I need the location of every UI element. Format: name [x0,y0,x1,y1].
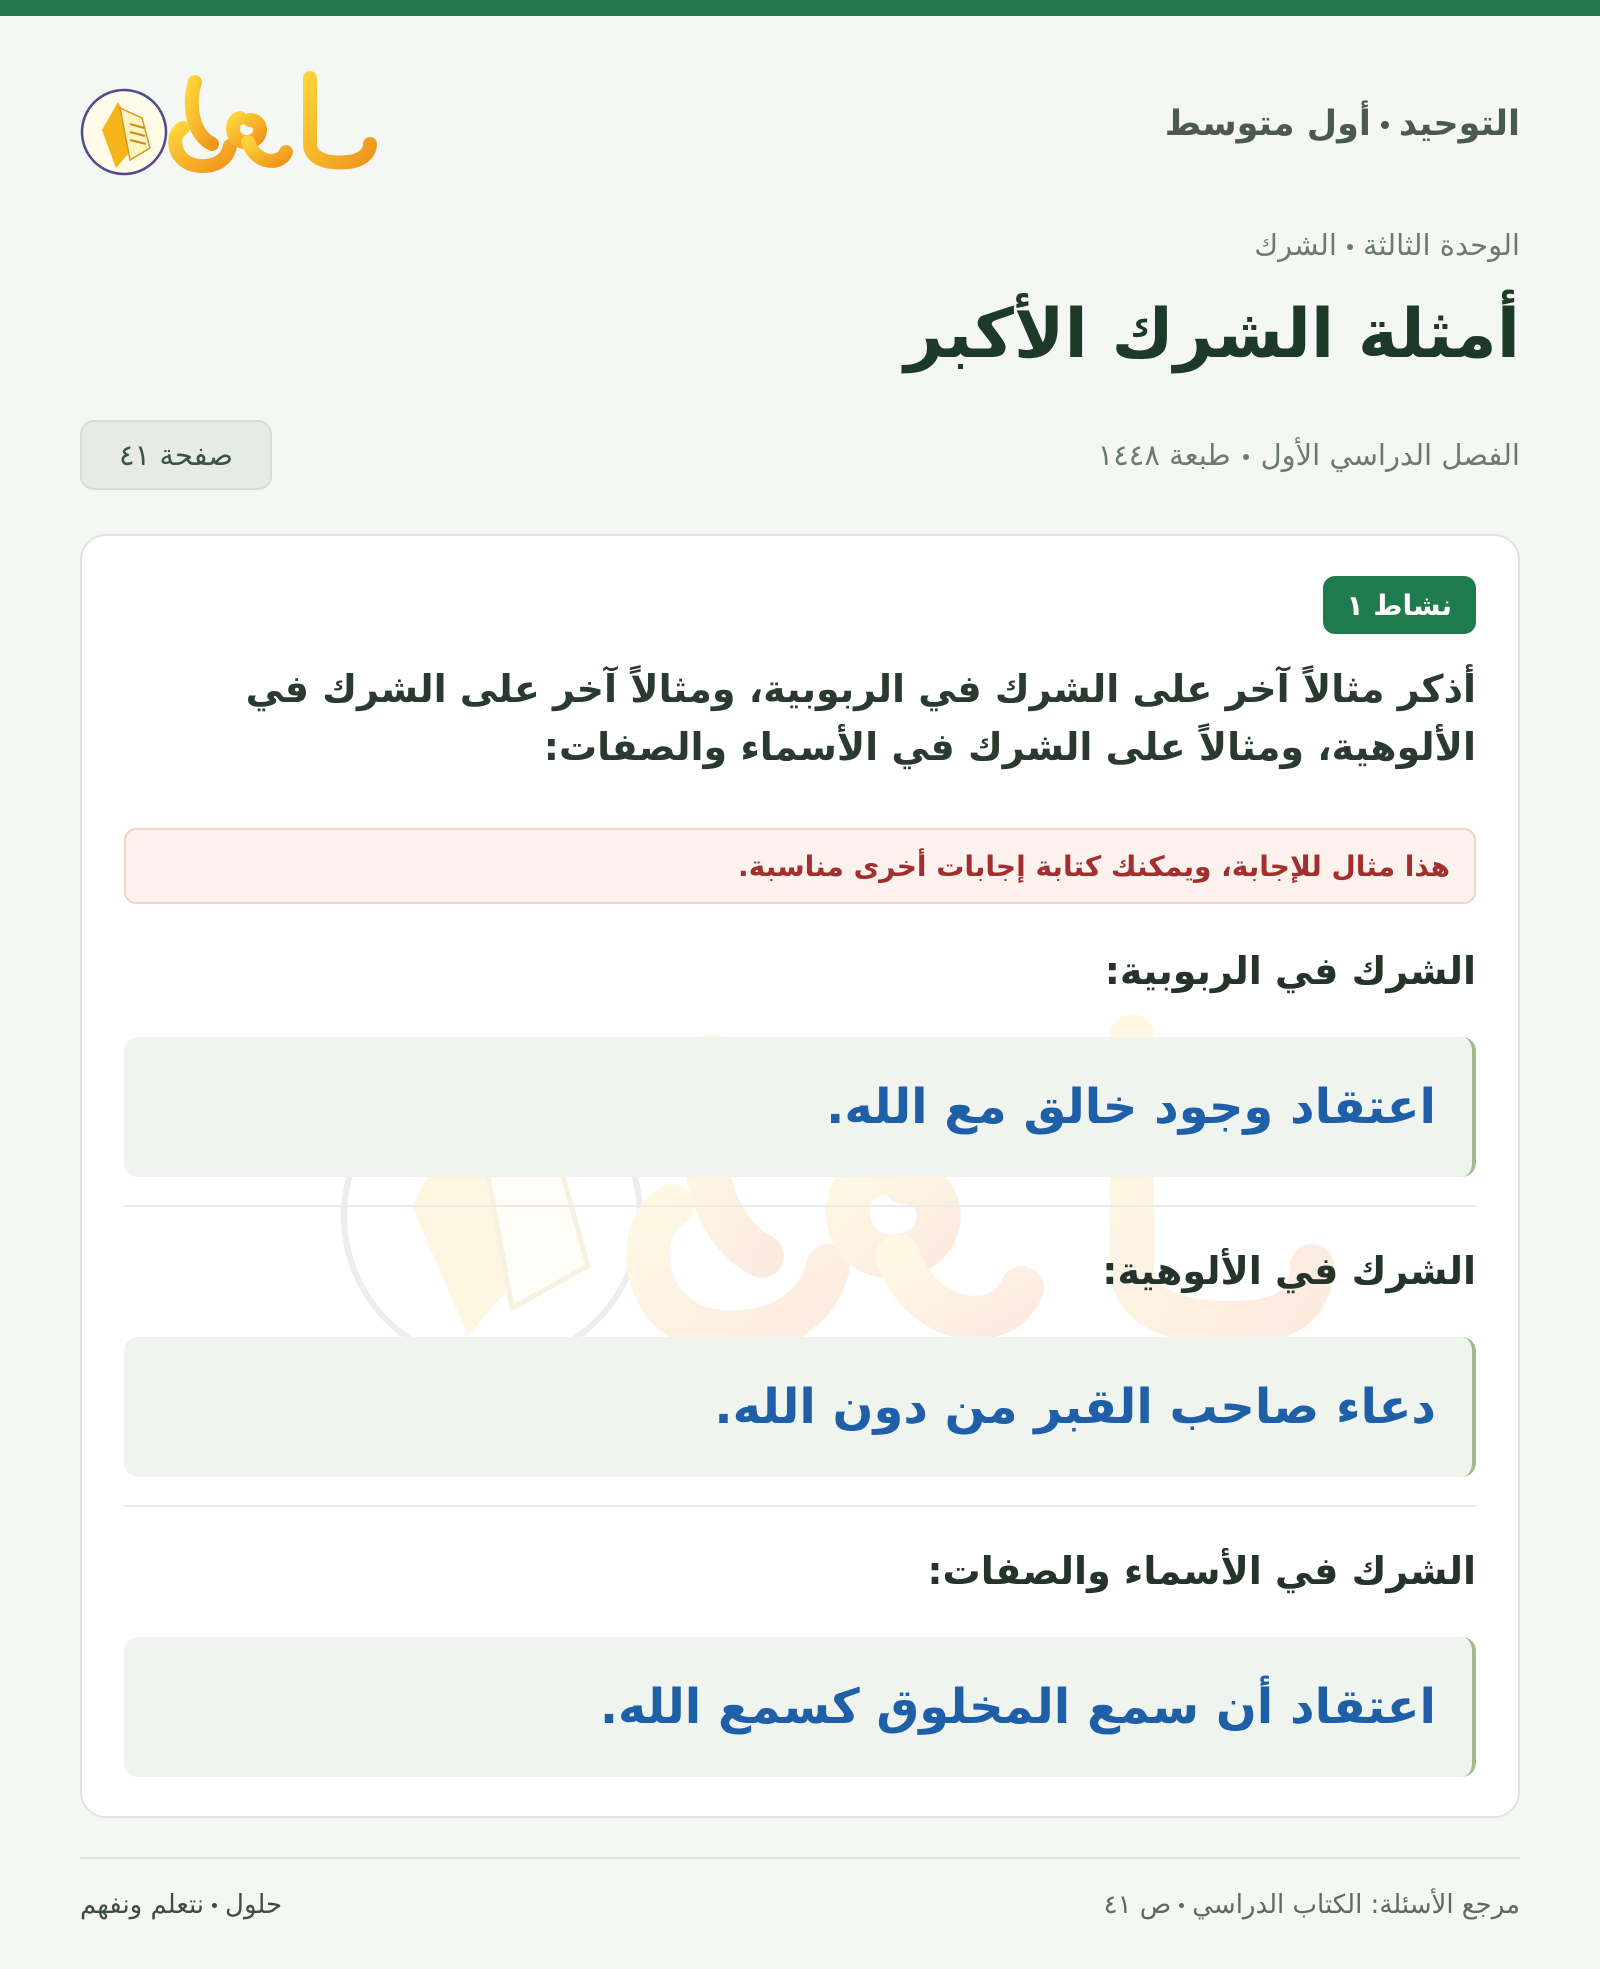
activity-question: أذكر مثالاً آخر على الشرك في الربوبية، ومثالاً آخر على الشرك في الألوهية، ومثالاً على الشرك في الأسماء والصفات: [245,667,1476,769]
term-label: الفصل الدراسي الأول [1260,438,1520,472]
separator-dot [212,1903,217,1908]
page-header [80,62,1520,192]
page-title: أمثلة الشرك الأكبر [904,295,1520,374]
answer-note: هذا مثال للإجابة، ويمكنك كتابة إجابات أخرى مناسبة. [124,828,1476,904]
section-divider [124,1505,1476,1507]
footer-brand-name: حلول [225,1890,283,1920]
breadcrumb [1254,228,1520,262]
separator-dot [1243,454,1249,460]
grade-name: أول متوسط [1164,104,1371,144]
reference-source: مرجع الأسئلة: الكتاب الدراسي [1192,1890,1520,1920]
footer-tagline: نتعلم ونفهم [80,1890,205,1920]
footer-reference [1104,1890,1520,1920]
hulool-logo[interactable] [80,62,380,192]
subject-grade [1165,104,1520,144]
footer-divider [80,1857,1520,1859]
reference-page: ص ٤١ [1103,1890,1172,1920]
section-label-uluhiyyah: الشرك في الألوهية: [1102,1249,1476,1293]
separator-dot [1179,1903,1184,1908]
section-label-rububiyyah: الشرك في الربوبية: [1104,949,1476,993]
page-number-badge: صفحة ٤١ [80,420,272,490]
section-label-names-attributes: الشرك في الأسماء والصفات: [927,1549,1476,1593]
breadcrumb-unit: الوحدة الثالثة [1362,228,1520,262]
answer-box-uluhiyyah: دعاء صاحب القبر من دون الله. [124,1337,1476,1477]
lesson-meta [1098,438,1520,472]
breadcrumb-topic: الشرك [1254,228,1337,262]
activity-badge: نشاط ١ [1323,576,1476,634]
top-accent-bar [0,0,1600,16]
footer-brand [80,1890,282,1920]
answer-box-rububiyyah: اعتقاد وجود خالق مع الله. [124,1037,1476,1177]
activity-card [80,534,1520,1818]
answer-box-names-attributes: اعتقاد أن سمع المخلوق كسمع الله. [124,1637,1476,1777]
section-divider [124,1205,1476,1207]
subject-name: التوحيد [1398,104,1520,144]
separator-dot [1347,244,1353,250]
edition-label: طبعة ١٤٤٨ [1097,438,1231,472]
separator-dot [1381,121,1389,129]
